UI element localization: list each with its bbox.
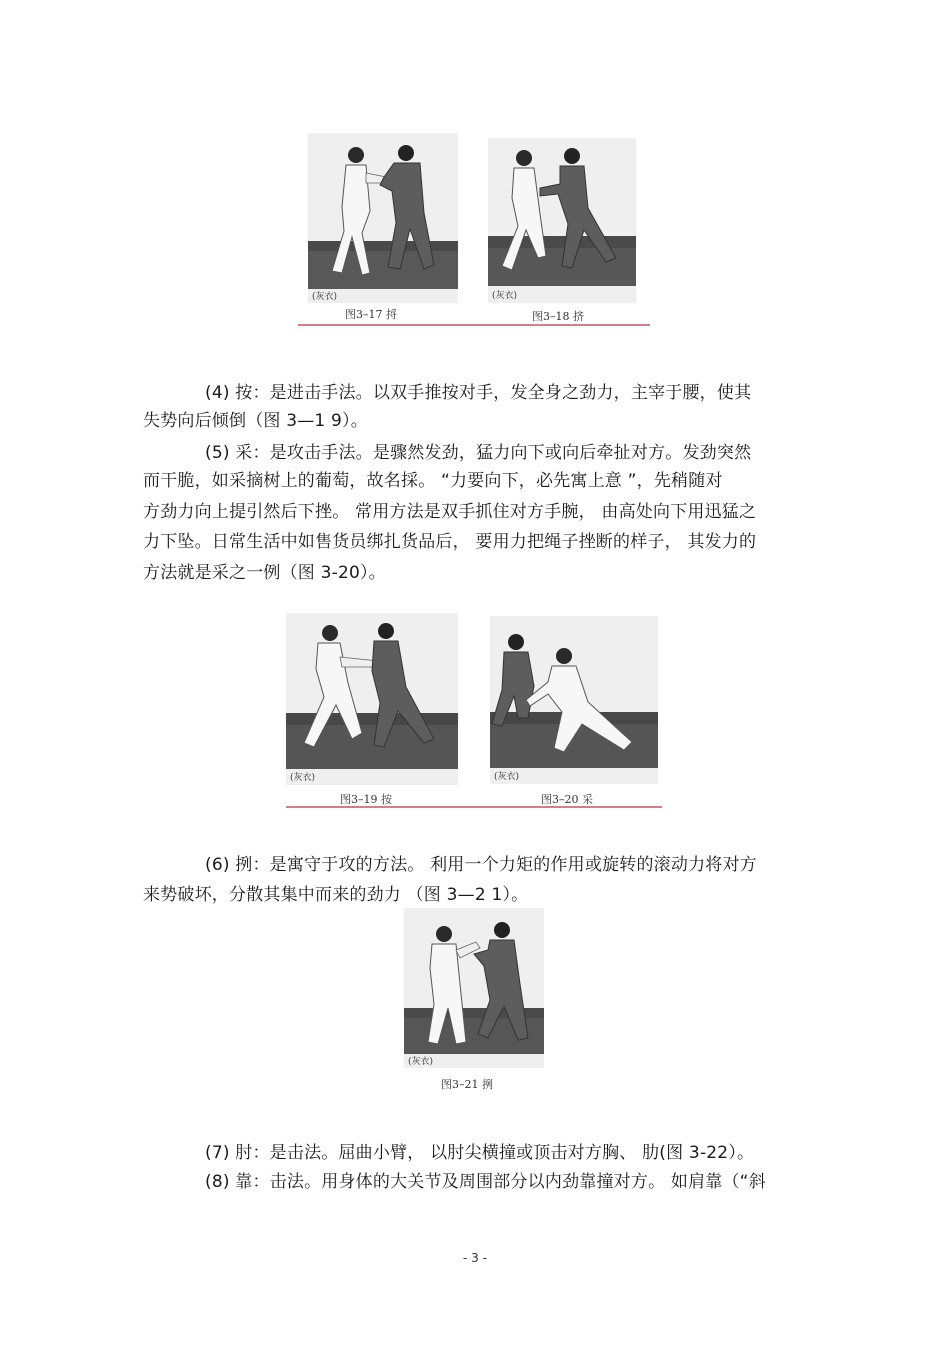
figure-divider-line [286, 806, 662, 808]
page-number: - 3 - [463, 1251, 487, 1265]
paragraph-line: 方劲力向上提引然后下挫。 常用方法是双手抓住对方手腕， 由高处向下用迅猛之 [143, 502, 757, 522]
paragraph-line: 力下坠。日常生活中如售货员绑扎货品后， 要用力把绳子挫断的样子， 其发力的 [143, 532, 757, 552]
figure-caption-3-18: 图3–18 挤 [532, 310, 584, 323]
figure-caption-3-17: 图3–17 捋 [345, 308, 397, 321]
paragraph-line: (8) 靠：击法。用身体的大关节及周围部分以内劲靠撞对方。 如肩靠（“斜 [205, 1172, 766, 1192]
figure-caption-3-20: 图3–20 采 [541, 793, 593, 806]
figure-watermark: (灰衣) [290, 773, 316, 783]
figure-caption-3-21: 图3–21 挒 [441, 1078, 493, 1091]
figure-watermark: (灰衣) [492, 291, 518, 301]
paragraph-line: 方法就是采之一例（图 3-20）。 [143, 563, 386, 583]
paragraph-line: 来势破坏，分散其集中而来的劲力 （图 3—2 1）。 [143, 885, 529, 905]
paragraph-line: (5) 采：是攻击手法。是骤然发劲，猛力向下或向后牵扯对方。发劲突然 [205, 443, 752, 463]
figure-photo-3-21 [404, 908, 544, 1068]
figure-watermark: (灰衣) [408, 1057, 434, 1067]
figure-photo-3-19 [286, 613, 458, 785]
paragraph-line: 而干脆，如采摘树上的葡萄，故名採。 “力要向下，必先寓上意 ”，先稍随对 [143, 471, 723, 491]
paragraph-line: (6) 挒：是寓守于攻的方法。 利用一个力矩的作用或旋转的滚动力将对方 [205, 855, 757, 875]
figure-photo-3-17 [308, 133, 458, 303]
figure-photo-3-20 [490, 616, 658, 784]
figure-divider-line [298, 324, 650, 326]
figure-caption-3-19: 图3–19 按 [340, 793, 392, 806]
figure-watermark: (灰衣) [312, 292, 338, 302]
paragraph-line: (7) 肘：是击法。屈曲小臂， 以肘尖横撞或顶击对方胸、 肋(图 3-22）。 [205, 1143, 755, 1163]
figure-photo-3-18 [488, 138, 636, 303]
paragraph-line: (4) 按：是进击手法。以双手推按对手，发全身之劲力，主宰于腰，使其 [205, 383, 752, 403]
figure-watermark: (灰衣) [494, 772, 520, 782]
paragraph-line: 失势向后倾倒（图 3—1 9）。 [143, 411, 368, 431]
